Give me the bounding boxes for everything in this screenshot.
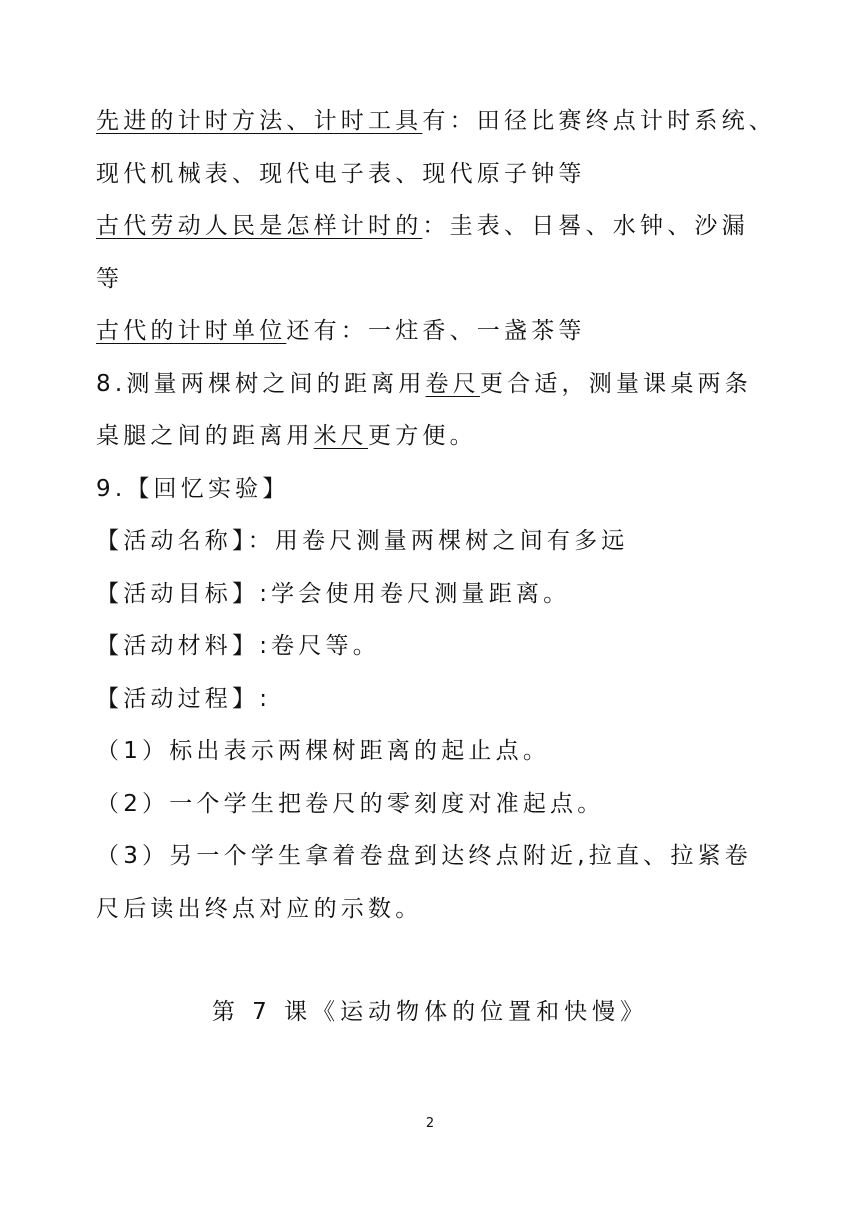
text-line-12 xyxy=(96,684,776,714)
line-text: 现代机械表、现代电子表、现代原子钟等 xyxy=(96,161,586,187)
line-text: ：圭表、日晷、水钟、沙漏 xyxy=(422,213,749,239)
text-line-14 xyxy=(96,789,776,819)
text-line-10 xyxy=(96,579,776,609)
text-line-2 xyxy=(96,159,776,189)
line-text: （3）另一个学生拿着卷盘到达终点附近,拉直、拉紧卷 xyxy=(96,843,752,869)
text-line-15 xyxy=(96,841,776,871)
text-line-7 xyxy=(96,421,776,451)
line-text: 更合适，测量课桌两条 xyxy=(479,371,752,397)
line-text: 8.测量两棵树之间的距离用 xyxy=(96,371,426,397)
underlined-phrase: 古代的计时单位 xyxy=(96,318,287,344)
text-line-5 xyxy=(96,316,776,346)
line-text: 还有：一炷香、一盏茶等 xyxy=(286,318,586,344)
line-text: （2）一个学生把卷尺的零刻度对准起点。 xyxy=(96,791,605,817)
line-text: （1）标出表示两棵树距离的起止点。 xyxy=(96,738,551,764)
underlined-phrase: 古代劳动人民是怎样计时的 xyxy=(96,213,423,239)
line-text: 【活动目标】:学会使用卷尺测量距离。 xyxy=(96,581,571,607)
text-line-9 xyxy=(96,526,776,556)
text-line-4 xyxy=(96,264,776,294)
line-text: 有：田径比赛终点计时系统、 xyxy=(422,108,777,134)
line-text: 等 xyxy=(96,266,124,292)
underlined-phrase: 米尺 xyxy=(313,423,369,449)
text-line-6 xyxy=(96,369,776,399)
lesson-heading: 第 7 课《运动物体的位置和快慢》 xyxy=(211,999,649,1025)
underlined-phrase: 先进的计时方法、计时工具 xyxy=(96,108,423,134)
line-text: 桌腿之间的距离用 xyxy=(96,423,314,449)
page-number: 2 xyxy=(425,1116,435,1131)
text-line-3 xyxy=(96,211,776,241)
underlined-phrase: 卷尺 xyxy=(425,371,480,397)
text-line-11 xyxy=(96,631,776,661)
line-text: 更方便。 xyxy=(368,423,477,449)
line-text: 【活动名称】：用卷尺测量两棵树之间有多远 xyxy=(96,528,629,554)
text-line-1 xyxy=(96,106,776,136)
text-line-8 xyxy=(96,474,776,504)
line-text: 9.【回忆实验】 xyxy=(96,476,290,502)
line-text: 【活动过程】: xyxy=(96,686,272,712)
line-text: 尺后读出终点对应的示数。 xyxy=(96,896,423,922)
text-line-13 xyxy=(96,736,776,766)
line-text: 【活动材料】:卷尺等。 xyxy=(96,633,380,659)
text-line-16 xyxy=(96,894,776,924)
